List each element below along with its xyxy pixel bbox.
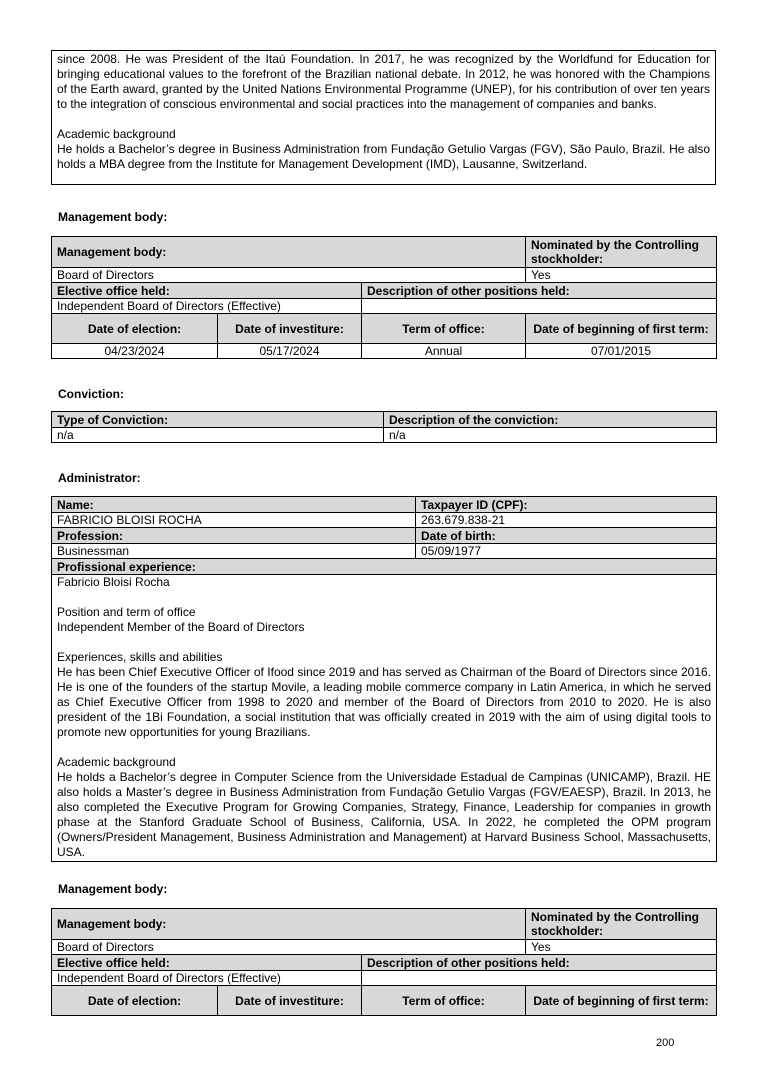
elective-office-header: Elective office held: [52, 955, 362, 971]
profession-header: Profession: [52, 528, 416, 544]
section-title-management-1: Management body: [58, 210, 168, 224]
nominated-header: Nominated by the Controlling stockholder: [526, 237, 717, 268]
section-title-conviction: Conviction: [58, 387, 124, 401]
administrator-full-name: Fabricio Bloisi Rocha [57, 575, 170, 589]
date-of-investiture-header: Date of investiture: [218, 314, 362, 344]
name-value: FABRICIO BLOISI ROCHA [52, 513, 416, 528]
term-of-office-value: Annual [362, 344, 526, 359]
conviction-type-header: Type of Conviction: [52, 412, 384, 428]
academic-text: He holds a Bachelor’s degree in Business Administration from Fundação Getulio Vargas (FGV), São Paulo, Brazil. He also holds a MBA degree from the Institute for Management Development (IMD), Lausanne, Switzerland. [57, 142, 710, 171]
nominated-value: Yes [526, 940, 717, 955]
management-body-table-1 [51, 236, 717, 359]
academic-background-text: He holds a Bachelor’s degree in Computer Science from the Universidade Estadual de Campinas (UNICAMP), Brazil. HE also holds a Master’s degree in Business Administration from Fundação Getulio Vargas (FGV/EAESP), Brazil. In 2013, he also completed the Executive Program for Growing Companies, Strategy, Finance, Leadership for companies in growth phase at the Stanford Graduate School of Business, California, USA. In 2022, he completed the OPM program (Owners/President Management, Business Administration and Management) at Harvard Business School, Massachusetts, USA. [57, 770, 711, 859]
other-positions-header: Description of other positions held: [362, 283, 717, 299]
cpf-value: 263.679.838-21 [416, 513, 717, 528]
other-positions-value [362, 971, 717, 986]
page-number: 200 [656, 1037, 675, 1049]
first-term-value: 07/01/2015 [526, 344, 717, 359]
position-text: Independent Member of the Board of Directors [57, 620, 305, 634]
date-of-birth-header: Date of birth: [416, 528, 717, 544]
cpf-header: Taxpayer ID (CPF): [416, 497, 717, 513]
bio-paragraph: since 2008. He was President of the Itaú Foundation. In 2017, he was recognized by the Worldfund for Education for bringing educational values to the forefront of the Brazilian national debate. In 2012, he was honored with the Champions of the Earth award, granted by the United Nations Environmental Programme (UNEP), for his contribution of over ten years to the integration of conscious environmental and social practices into the management of companies and banks. [57, 52, 710, 111]
experiences-text: He has been Chief Executive Officer of Ifood since 2019 and has served as Chairman of the Board of Directors since 2016. He is one of the founders of the startup Movile, a leading mobile commerce company in Latin America, in which he served as Chief Executive Officer from 1998 to 2020 and member of the Board of Directors from 2010 to 2020. He is also president of the 1Bi Foundation, a social institution that was officially created in 2019 with the aim of using digital tools to promote new opportunities for young Brazilians. [57, 665, 711, 739]
date-of-investiture-value: 05/17/2024 [218, 344, 362, 359]
name-header: Name: [52, 497, 416, 513]
experience-header: Profissional experience: [52, 559, 717, 575]
conviction-type-value: n/a [52, 428, 384, 443]
management-body-value: Board of Directors [52, 268, 526, 283]
experiences-heading: Experiences, skills and abilities [57, 650, 223, 664]
management-body-value: Board of Directors [52, 940, 526, 955]
first-term-header: Date of beginning of first term: [526, 314, 717, 344]
other-positions-value [362, 299, 717, 314]
elective-office-value: Independent Board of Directors (Effective) [52, 971, 362, 986]
experience-body [52, 575, 717, 862]
elective-office-value: Independent Board of Directors (Effective) [52, 299, 362, 314]
section-title-management-2: Management body: [58, 882, 168, 896]
position-heading: Position and term of office [57, 605, 196, 619]
nominated-header: Nominated by the Controlling stockholder: [526, 909, 717, 940]
administrator-table [51, 496, 717, 862]
date-of-election-value: 04/23/2024 [52, 344, 218, 359]
section-title-administrator: Administrator: [58, 471, 141, 485]
conviction-description-header: Description of the conviction: [384, 412, 717, 428]
date-of-birth-value: 05/09/1977 [416, 544, 717, 559]
academic-heading: Academic background [57, 127, 176, 141]
date-of-election-header: Date of election: [52, 314, 218, 344]
conviction-table [51, 411, 717, 443]
term-of-office-header: Term of office: [362, 314, 526, 344]
nominated-value: Yes [526, 268, 717, 283]
profession-value: Businessman [52, 544, 416, 559]
management-body-header: Management body: [52, 909, 526, 940]
management-body-table-2 [51, 908, 717, 1016]
term-of-office-header: Term of office: [362, 986, 526, 1016]
date-of-election-header: Date of election: [52, 986, 218, 1016]
other-positions-header: Description of other positions held: [362, 955, 717, 971]
management-body-header: Management body: [52, 237, 526, 268]
academic-background-heading: Academic background [57, 755, 176, 769]
first-term-header: Date of beginning of first term: [526, 986, 717, 1016]
elective-office-header: Elective office held: [52, 283, 362, 299]
date-of-investiture-header: Date of investiture: [218, 986, 362, 1016]
previous-bio-box [51, 50, 716, 185]
conviction-description-value: n/a [384, 428, 717, 443]
